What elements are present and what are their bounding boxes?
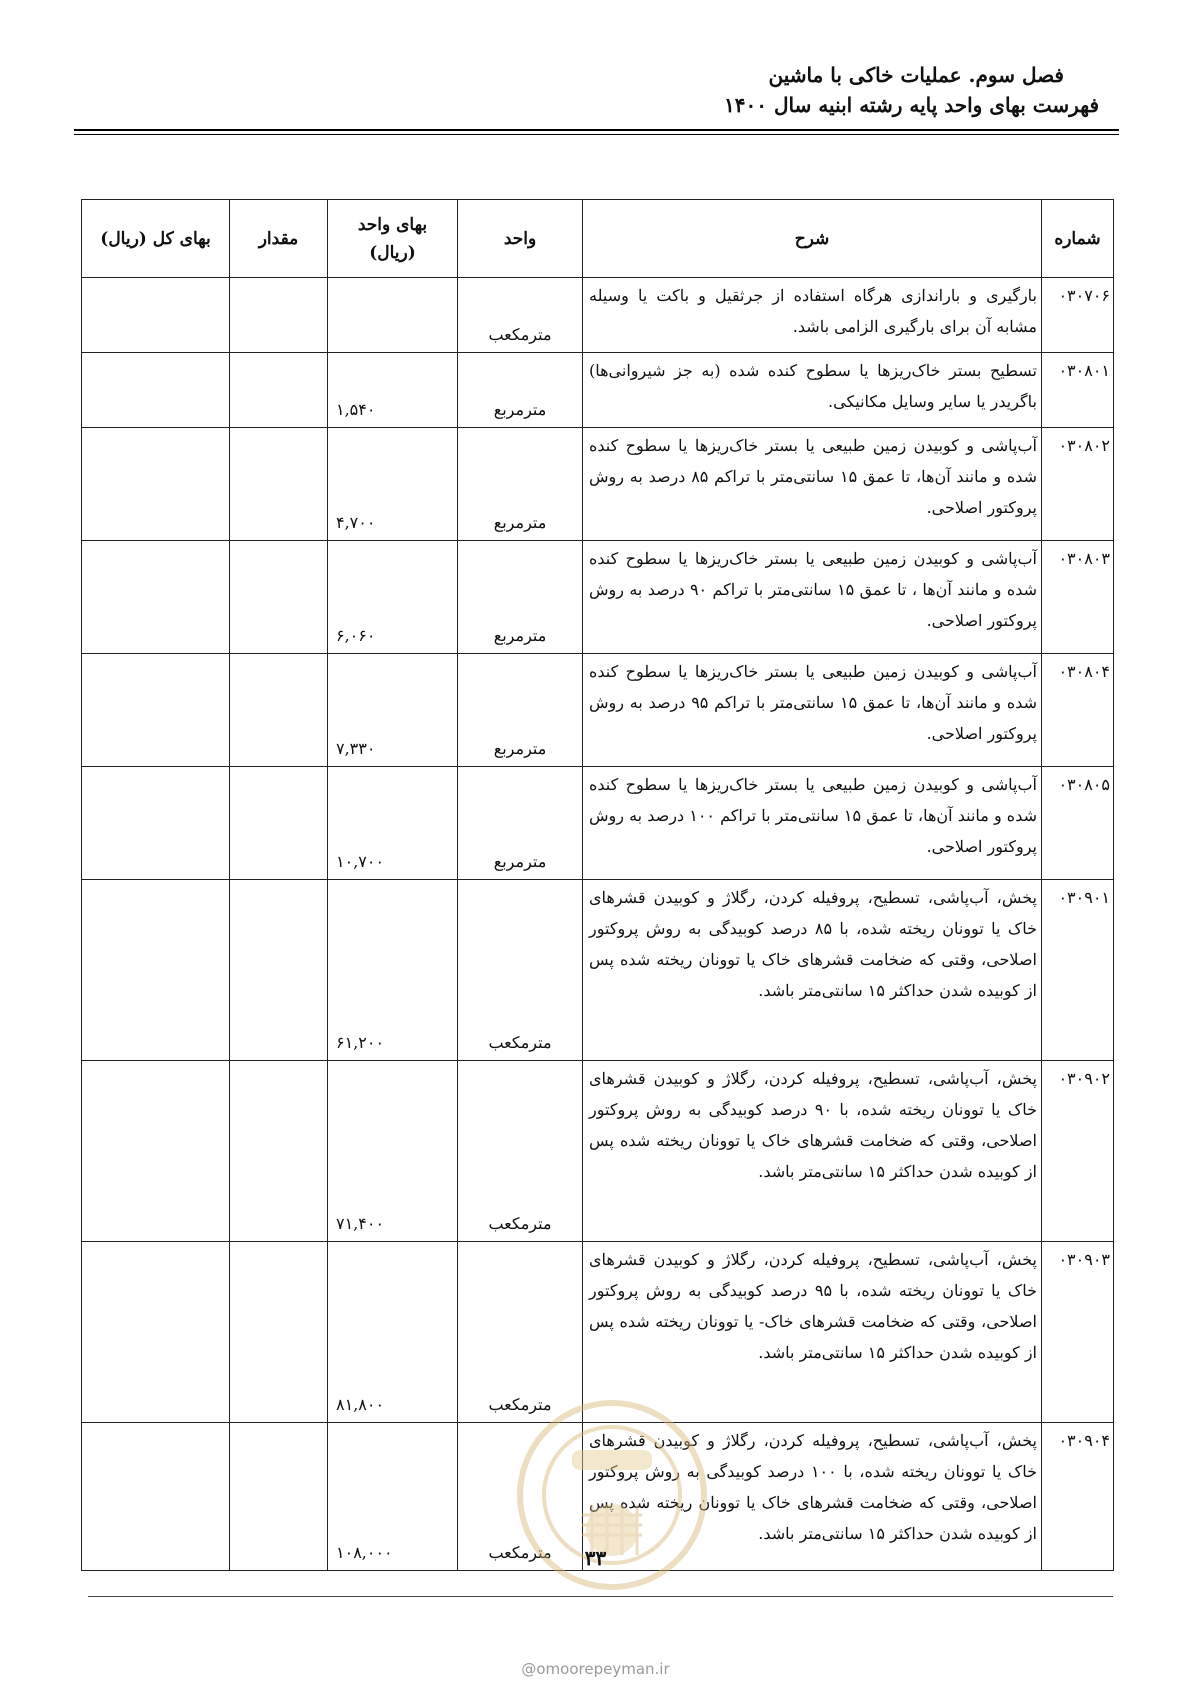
item-quantity (230, 428, 328, 541)
document-subtitle: فهرست بهای واحد پایه رشته ابنیه سال ۱۴۰۰ (724, 93, 1099, 117)
item-total-price (82, 880, 230, 1061)
column-header-number: شماره (1042, 200, 1114, 278)
item-description: تسطیح بستر خاک‌ریزها یا سطوح کنده شده (به جز شیروانی‌ها) باگریدر یا سایر وسایل مکانیکی. (583, 353, 1042, 428)
table-row (82, 767, 1114, 880)
item-unit-price: ۶۱,۲۰۰ (328, 880, 458, 1061)
item-total-price (82, 767, 230, 880)
page-header (99, 60, 1099, 120)
item-description: آب‌پاشی و کوبیدن زمین طبیعی یا بستر خاک‌ریزها یا سطوح کنده شده و مانند آن‌ها، تا عمق ۱۵ سانتی‌متر با تراکم ۸۵ درصد به روش پروکتور اصلاحی. (583, 428, 1042, 541)
column-header-description: شرح (583, 200, 1042, 278)
item-unit: مترمکعب (458, 1242, 583, 1423)
item-unit: مترمربع (458, 428, 583, 541)
item-unit-price (328, 278, 458, 353)
table-header-row (82, 200, 1114, 278)
item-unit-price: ۱,۵۴۰ (328, 353, 458, 428)
item-total-price (82, 278, 230, 353)
item-quantity (230, 880, 328, 1061)
item-number: ۰۳۰۸۰۴ (1042, 654, 1114, 767)
item-unit: مترمربع (458, 353, 583, 428)
item-number: ۰۳۰۸۰۳ (1042, 541, 1114, 654)
column-header-total-price: بهای کل (ریال) (82, 200, 230, 278)
item-description: آب‌پاشی و کوبیدن زمین طبیعی یا بستر خاک‌ریزها یا سطوح کنده شده و مانند آن‌ها ، تا عمق ۱۵ سانتی‌متر با تراکم ۹۰ درصد به روش پروکتور اصلاحی. (583, 541, 1042, 654)
table-row (82, 1061, 1114, 1242)
item-unit-price: ۶,۰۶۰ (328, 541, 458, 654)
item-total-price (82, 1242, 230, 1423)
column-header-quantity: مقدار (230, 200, 328, 278)
header-rule-thick (74, 129, 1119, 131)
item-unit-price: ۷,۳۳۰ (328, 654, 458, 767)
item-number: ۰۳۰۸۰۱ (1042, 353, 1114, 428)
item-unit: مترمکعب (458, 880, 583, 1061)
table-row (82, 654, 1114, 767)
item-number: ۰۳۰۸۰۵ (1042, 767, 1114, 880)
item-number: ۰۳۰۸۰۲ (1042, 428, 1114, 541)
item-description: بارگیری و باراندازی هرگاه استفاده از جرثقیل و باکت یا وسیله مشابه آن برای بارگیری الزامی باشد. (583, 278, 1042, 353)
table-row (82, 278, 1114, 353)
item-unit-price: ۸۱,۸۰۰ (328, 1242, 458, 1423)
item-number: ۰۳۰۷۰۶ (1042, 278, 1114, 353)
item-quantity (230, 1242, 328, 1423)
table-row (82, 353, 1114, 428)
item-quantity (230, 541, 328, 654)
column-header-unit-price: بهای واحد (ریال) (328, 200, 458, 278)
item-unit: مترمکعب (458, 278, 583, 353)
item-unit: مترمکعب (458, 1423, 583, 1571)
item-quantity (230, 654, 328, 767)
item-number: ۰۳۰۹۰۳ (1042, 1242, 1114, 1423)
item-unit: مترمربع (458, 541, 583, 654)
item-description: آب‌پاشی و کوبیدن زمین طبیعی یا بستر خاک‌ریزها یا سطوح کنده شده و مانند آن‌ها، تا عمق ۱۵ سانتی‌متر با تراکم ۱۰۰ درصد به روش پروکتور اصلاحی. (583, 767, 1042, 880)
table-row (82, 428, 1114, 541)
item-total-price (82, 541, 230, 654)
table-row (82, 1242, 1114, 1423)
item-description: پخش، آب‌پاشی، تسطیح، پروفیله کردن، رگلاژ و کوبیدن قشرهای خاک یا توونان ریخته شده، با ۱۰۰ درصد کوبیدگی به روش پروکتور اصلاحی، وقتی که ضخامت قشرهای خاک یا توونان ریخته شده پس از کوبیده شدن حداکثر ۱۵ سانتی‌متر باشد. (583, 1423, 1042, 1571)
item-quantity (230, 353, 328, 428)
item-quantity (230, 1061, 328, 1242)
item-description: آب‌پاشی و کوبیدن زمین طبیعی یا بستر خاک‌ریزها یا سطوح کنده شده و مانند آن‌ها، تا عمق ۱۵ سانتی‌متر با تراکم ۹۵ درصد به روش پروکتور اصلاحی. (583, 654, 1042, 767)
item-unit-price: ۴,۷۰۰ (328, 428, 458, 541)
item-description: پخش، آب‌پاشی، تسطیح، پروفیله کردن، رگلاژ و کوبیدن قشرهای خاک یا توونان ریخته شده، با ۹۰ درصد کوبیدگی به روش پروکتور اصلاحی، وقتی که ضخامت قشرهای خاک یا توونان ریخته شده پس از کوبیده شدن حداکثر ۱۵ سانتی‌متر باشد. (583, 1061, 1042, 1242)
item-unit-price: ۷۱,۴۰۰ (328, 1061, 458, 1242)
table-row (82, 541, 1114, 654)
item-number: ۰۳۰۹۰۴ (1042, 1423, 1114, 1571)
header-rule-thin (74, 134, 1119, 135)
item-description: پخش، آب‌پاشی، تسطیح، پروفیله کردن، رگلاژ و کوبیدن قشرهای خاک یا توونان ریخته شده، با ۸۵ درصد کوبیدگی به روش پروکتور اصلاحی، وقتی که ضخامت قشرهای خاک یا توونان ریخته شده پس از کوبیده شدن حداکثر ۱۵ سانتی‌متر باشد. (583, 880, 1042, 1061)
item-unit: مترمربع (458, 767, 583, 880)
item-total-price (82, 654, 230, 767)
page-number: ۳۳ (584, 1546, 607, 1570)
table-row (82, 880, 1114, 1061)
item-description: پخش، آب‌پاشی، تسطیح، پروفیله کردن، رگلاژ و کوبیدن قشرهای خاک یا توونان ریخته شده، با ۹۵ درصد کوبیدگی به روش پروکتور اصلاحی، وقتی که ضخامت قشرهای خاک- یا توونان ریخته شده پس از کوبیده شدن حداکثر ۱۵ سانتی‌متر باشد. (583, 1242, 1042, 1423)
item-total-price (82, 428, 230, 541)
item-unit: مترمکعب (458, 1061, 583, 1242)
column-header-unit: واحد (458, 200, 583, 278)
item-total-price (82, 1061, 230, 1242)
item-quantity (230, 278, 328, 353)
item-unit-price: ۱۰,۷۰۰ (328, 767, 458, 880)
item-number: ۰۳۰۹۰۱ (1042, 880, 1114, 1061)
item-number: ۰۳۰۹۰۲ (1042, 1061, 1114, 1242)
price-list-table (81, 199, 1114, 1571)
footer-rule (88, 1596, 1113, 1597)
item-unit: مترمربع (458, 654, 583, 767)
item-quantity (230, 767, 328, 880)
item-unit-price: ۱۰۸,۰۰۰ (328, 1423, 458, 1571)
item-total-price (82, 353, 230, 428)
watermark-text: @omoorepeyman.ir (521, 1660, 670, 1678)
chapter-title: فصل سوم. عملیات خاکی با ماشین (768, 63, 1064, 87)
